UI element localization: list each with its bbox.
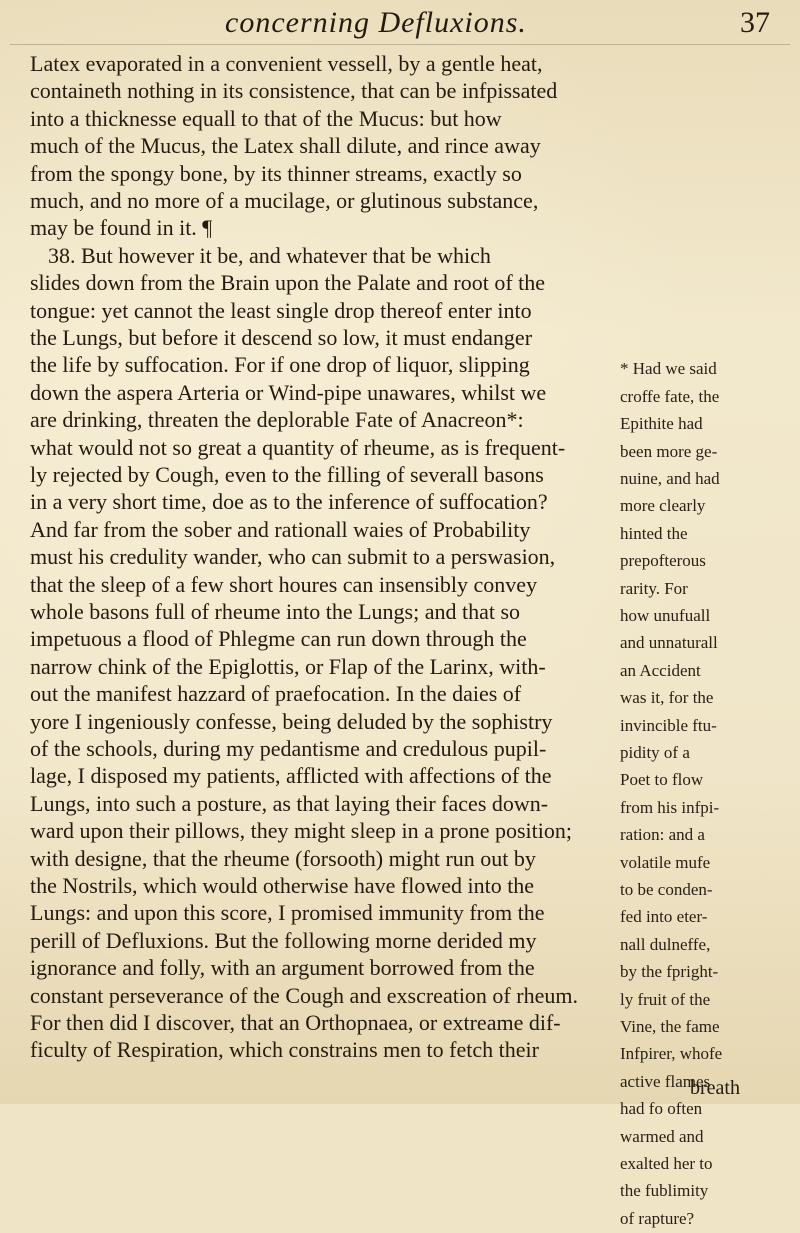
text-line: in a very short time, doe as to the inference of suffocation?	[30, 489, 548, 514]
margin-note-line: rarity. For	[620, 579, 688, 598]
running-title: concerning Defluxions.	[225, 6, 527, 39]
margin-note-line: fed into eter-	[620, 907, 708, 926]
text-line: For then did I discover, that an Orthopnaea, or extreame dif-	[30, 1010, 561, 1035]
text-line: ignorance and folly, with an argument borrowed from the	[30, 955, 535, 980]
text-line: perill of Defluxions. But the following morne derided my	[30, 928, 537, 953]
text-line: are drinking, threaten the deplorable Fate of Anacreon*:	[30, 407, 524, 432]
margin-note-line: of rapture?	[620, 1209, 695, 1228]
margin-note-line: to be conden-	[620, 880, 713, 899]
margin-note-line: prepofterous	[620, 551, 706, 570]
text-line: Lungs: and upon this score, I promised immunity from the	[30, 900, 545, 925]
text-line: 38. But however it be, and whatever that be which	[48, 243, 491, 268]
text-line: whole basons full of rheume into the Lungs; and that so	[30, 599, 521, 624]
text-line: that the sleep of a few short houres can insensibly convey	[30, 572, 538, 597]
margin-note-line: by the fpright-	[620, 962, 719, 981]
header-rule	[10, 44, 790, 45]
margin-note-line: volatile mufe	[620, 853, 711, 872]
margin-note-line: hinted the	[620, 524, 688, 543]
text-line: out the manifest hazzard of praefocation. In the daies of	[30, 681, 522, 706]
text-line: containeth nothing in its consistence, that can be infpissated	[30, 78, 558, 103]
margin-note-line: and unnaturall	[620, 633, 718, 652]
text-line: into a thicknesse equall to that of the Mucus: but how	[30, 106, 502, 131]
text-line: Lungs, into such a posture, as that laying their faces down-	[30, 791, 549, 816]
text-line: Latex evaporated in a convenient vessell, by a gentle heat,	[30, 51, 543, 76]
text-line: ficulty of Respiration, which constrains men to fetch their	[30, 1037, 539, 1062]
text-line: must his credulity wander, who can submit to a perswasion,	[30, 544, 556, 569]
margin-note-line: more clearly	[620, 496, 706, 515]
text-line: lage, I disposed my patients, afflicted with affections of the	[30, 763, 552, 788]
text-line: slides down from the Brain upon the Palate and root of the	[30, 270, 546, 295]
text-line: down the aspera Arteria or Wind-pipe unawares, whilst we	[30, 380, 547, 405]
text-line: of the schools, during my pedantisme and credulous pupil-	[30, 736, 547, 761]
margin-note-line: * Had we said	[620, 359, 717, 378]
text-line: with designe, that the rheume (forsooth) might run out by	[30, 846, 536, 871]
text-line: much, and no more of a mucilage, or glutinous substance,	[30, 188, 539, 213]
text-line: the life by suffocation. For if one drop of liquor, slipping	[30, 352, 530, 377]
margin-note-line: pidity of a	[620, 743, 690, 762]
margin-note-line: an Accident	[620, 661, 701, 680]
margin-note-line: been more ge-	[620, 442, 718, 461]
text-line: ward upon their pillows, they might sleep in a prone position;	[30, 818, 572, 843]
margin-note-line: nall dulneffe,	[620, 935, 711, 954]
margin-note-line: croffe fate, the	[620, 387, 720, 406]
margin-note-line: warmed and	[620, 1127, 704, 1146]
text-line: And far from the sober and rationall waies of Probability	[30, 517, 531, 542]
text-line: constant perseverance of the Cough and exscreation of rheum.	[30, 983, 578, 1008]
margin-note-line: ration: and a	[620, 825, 705, 844]
text-line: tongue: yet cannot the least single drop thereof enter into	[30, 298, 532, 323]
text-line: much of the Mucus, the Latex shall dilute, and rince away	[30, 133, 541, 158]
margin-note-line: was it, for the	[620, 688, 714, 707]
text-line: from the spongy bone, by its thinner streams, exactly so	[30, 161, 522, 186]
margin-note-line: exalted her to	[620, 1154, 713, 1173]
text-line: the Lungs, but before it descend so low, it must endanger	[30, 325, 533, 350]
margin-note-line: had fo often	[620, 1099, 703, 1118]
margin-note-line: invincible ftu-	[620, 716, 717, 735]
text-line: yore I ingeniously confesse, being deluded by the sophistry	[30, 709, 553, 734]
margin-note-line: ly fruit of the	[620, 990, 711, 1009]
text-line: may be found in it. ¶	[30, 215, 213, 240]
text-line: what would not so great a quantity of rheume, as is frequent-	[30, 435, 566, 460]
text-line: ly rejected by Cough, even to the filling of severall basons	[30, 462, 544, 487]
margin-note-line: Vine, the fame	[620, 1017, 720, 1036]
text-line: impetuous a flood of Phlegme can run down through the	[30, 626, 527, 651]
text-line: the Nostrils, which would otherwise have flowed into the	[30, 873, 535, 898]
text-line: narrow chink of the Epiglottis, or Flap of the Larinx, with-	[30, 654, 546, 679]
margin-note-line: the fublimity	[620, 1181, 709, 1200]
page-number: 37	[740, 6, 770, 39]
margin-note-line: active flames	[620, 1072, 711, 1091]
margin-note-line: Epithite had	[620, 414, 703, 433]
catchword: breath	[690, 1077, 740, 1099]
margin-note-line: Infpirer, whofe	[620, 1044, 723, 1063]
margin-note-line: nuine, and had	[620, 469, 720, 488]
margin-note-line: how unufuall	[620, 606, 711, 625]
margin-note-line: Poet to flow	[620, 770, 704, 789]
page-header	[0, 0, 800, 42]
margin-note-line: from his infpi-	[620, 798, 720, 817]
